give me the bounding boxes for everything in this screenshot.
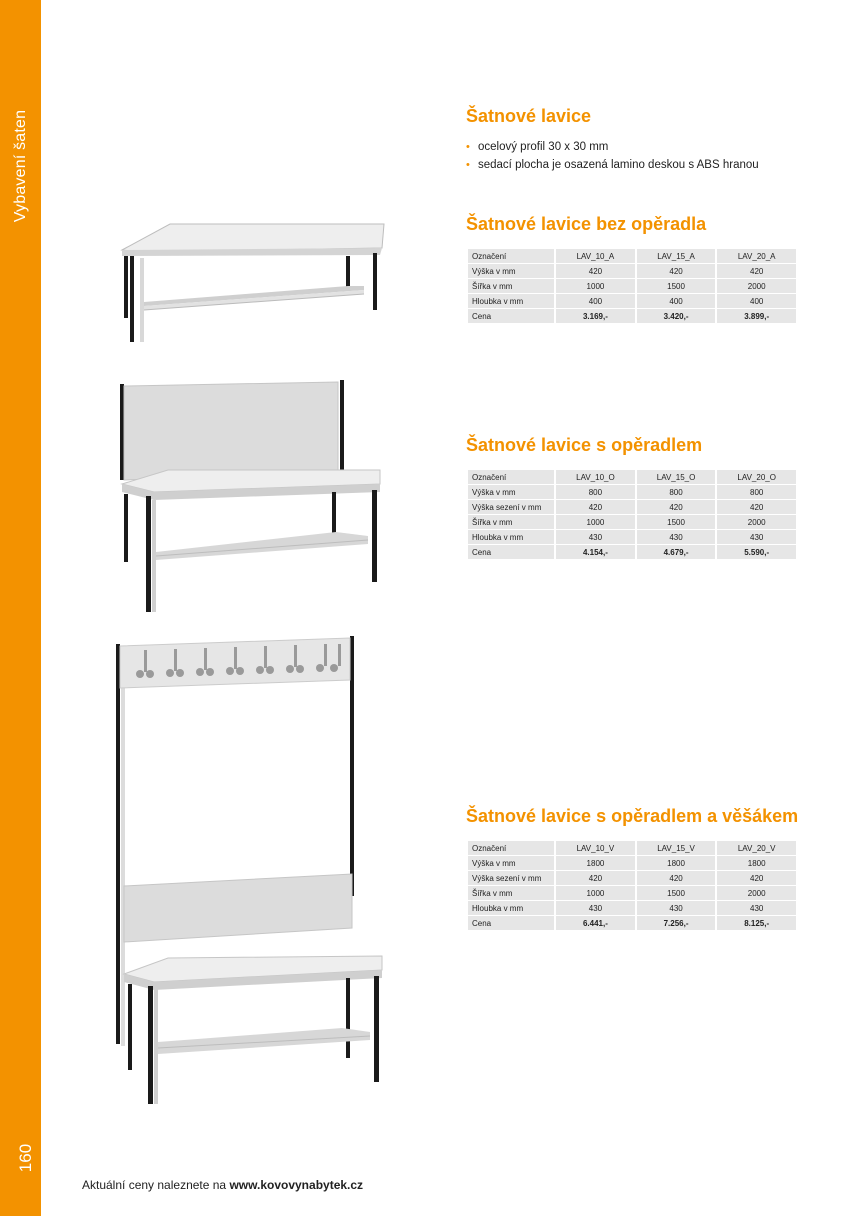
spec-table-bench-backrest xyxy=(466,469,798,560)
footer-text: Aktuální ceny naleznete na xyxy=(82,1178,230,1192)
bench-without-backrest-image xyxy=(118,218,386,346)
intro-title: Šatnové lavice xyxy=(466,106,592,126)
table-row: Šířka v mm 1000 1500 2000 xyxy=(468,515,796,529)
section-title-bench: Šatnové lavice bez opěradla xyxy=(466,214,707,234)
table-row: Výška sezení v mm 420 420 420 xyxy=(468,500,796,514)
table-row: Označení LAV_10_V LAV_15_V LAV_20_V xyxy=(468,841,796,855)
table-row: Výška v mm 800 800 800 xyxy=(468,485,796,499)
table-row: Výška v mm 1800 1800 1800 xyxy=(468,856,796,870)
page-number: 160 xyxy=(16,1143,35,1173)
table-row: Cena 4.154,- 4.679,- 5.590,- xyxy=(468,545,796,559)
section-title: Vybavení šaten xyxy=(12,109,29,223)
table-row: Výška sezení v mm 420 420 420 xyxy=(468,871,796,885)
table-row: Výška v mm 420 420 420 xyxy=(468,264,796,278)
footer-website-link[interactable]: www.kovovynabytek.cz xyxy=(229,1178,364,1192)
section-title-bench-backrest: Šatnové lavice s opěradlem xyxy=(466,435,703,455)
spec-table-bench-hooks xyxy=(466,840,798,931)
table-row: Hloubka v mm 430 430 430 xyxy=(468,530,796,544)
table-row: Šířka v mm 1000 1500 2000 xyxy=(468,886,796,900)
feature-item: • sedací plocha je osazená lamino deskou s ABS hranou xyxy=(466,156,759,174)
section-title-bench-hooks: Šatnové lavice s opěradlem a věšákem xyxy=(466,806,799,826)
feature-list xyxy=(466,138,759,174)
table-row: Označení LAV_10_A LAV_15_A LAV_20_A xyxy=(468,249,796,263)
spec-table-bench xyxy=(466,248,798,324)
sidebar xyxy=(0,0,41,1216)
bench-with-backrest-image xyxy=(100,376,400,614)
table-row: Šířka v mm 1000 1500 2000 xyxy=(468,279,796,293)
bench-with-backrest-and-hooks-image xyxy=(102,630,402,1110)
table-row: Hloubka v mm 400 400 400 xyxy=(468,294,796,308)
table-row: Označení LAV_10_O LAV_15_O LAV_20_O xyxy=(468,470,796,484)
table-row: Hloubka v mm 430 430 430 xyxy=(468,901,796,915)
table-row: Cena 3.169,- 3.420,- 3.899,- xyxy=(468,309,796,323)
footer xyxy=(82,1178,363,1192)
feature-item: • ocelový profil 30 x 30 mm xyxy=(466,138,759,156)
table-row: Cena 6.441,- 7.256,- 8.125,- xyxy=(468,916,796,930)
